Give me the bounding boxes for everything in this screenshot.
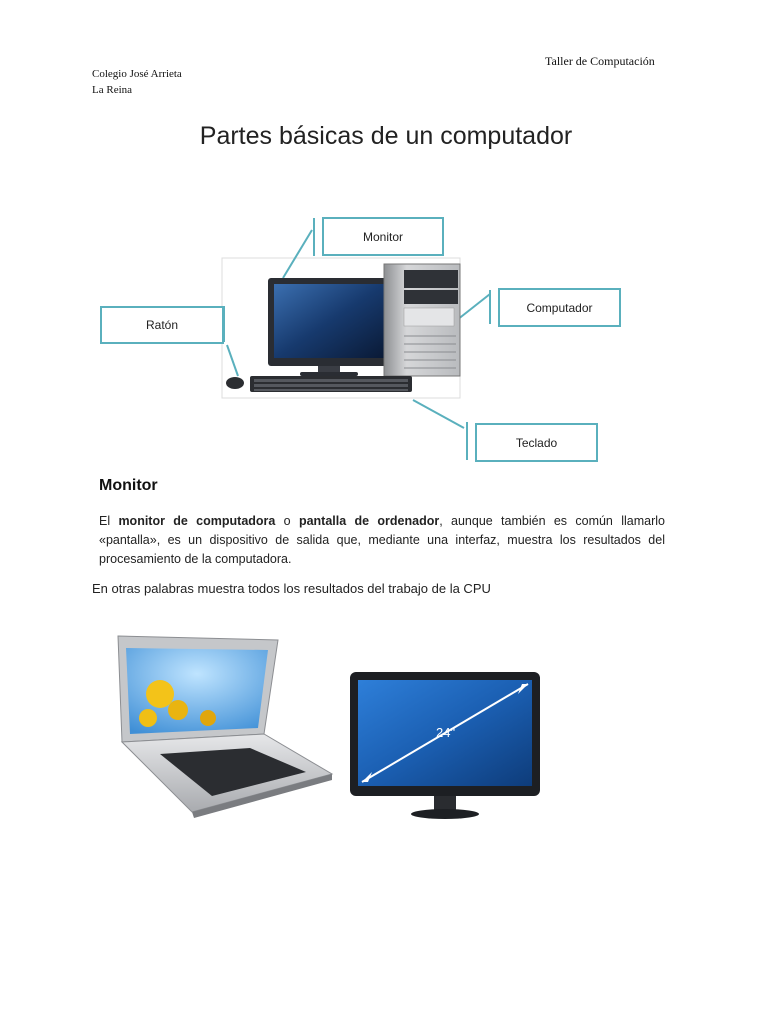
section-heading: Monitor <box>99 477 158 494</box>
paragraph-bold-1: monitor de computadora <box>118 514 276 528</box>
course-name: Taller de Computación <box>545 54 655 68</box>
desktop-monitor-icon <box>268 278 390 376</box>
label-computer: Computador <box>498 288 621 327</box>
label-monitor: Monitor <box>322 217 444 256</box>
widescreen-monitor-icon <box>350 672 540 819</box>
mouse-icon <box>226 377 244 389</box>
page-title: Partes básicas de un computador <box>199 122 573 150</box>
section-paragraph <box>99 512 665 569</box>
monitor-examples <box>100 614 560 829</box>
paragraph-bold-2: pantalla de ordenador <box>298 514 440 528</box>
paragraph-text-3: , aunque también es común llamarlo «pantalla», es un dispositivo de salida que, mediante una interfaz, muestra los resultados del procesamiento de la computadora. <box>99 514 665 566</box>
computer-parts-diagram <box>0 190 768 470</box>
monitor-size-label: 24" <box>436 725 456 740</box>
school-name: Colegio José Arrieta <box>92 68 182 80</box>
keyboard-icon <box>250 376 412 392</box>
label-mouse: Ratón <box>100 306 224 344</box>
monitor-examples-illustration <box>100 614 560 829</box>
school-location: La Reina <box>92 84 133 96</box>
computer-tower-icon <box>384 264 460 376</box>
cpu-note: En otras palabras muestra todos los resultados del trabajo de la CPU <box>92 581 491 596</box>
paragraph-text-2: o <box>275 514 299 528</box>
laptop-icon <box>118 636 332 818</box>
school-info <box>92 66 182 98</box>
label-keyboard: Teclado <box>475 423 598 462</box>
paragraph-text-1: El <box>99 514 119 528</box>
